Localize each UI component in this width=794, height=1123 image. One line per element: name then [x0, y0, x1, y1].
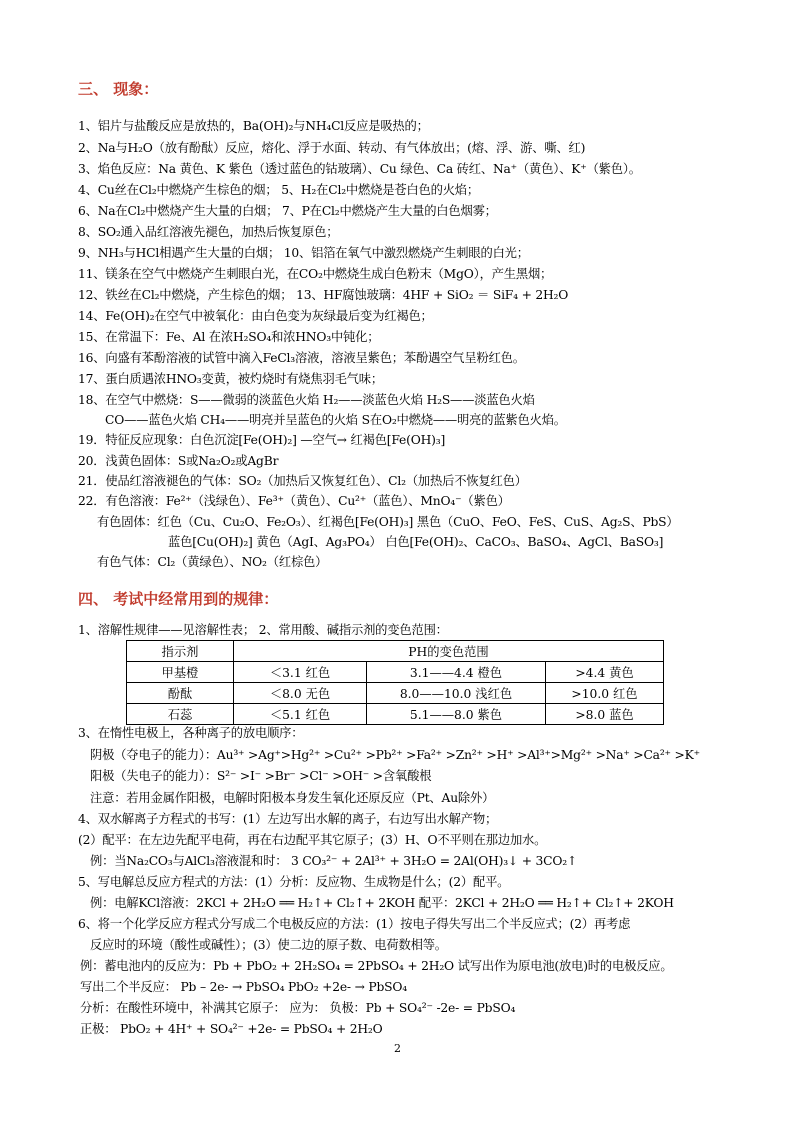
table-cell: ＜8.0 无色	[234, 683, 367, 704]
phenomenon-line-5: 6、Na在Cl₂中燃烧产生大量的白烟； 7、P在Cl₂中燃烧产生大量的白色烟雾；	[78, 204, 497, 218]
phenomenon-line-11: 15、在常温下：Fe、Al 在浓H₂SO₄和浓HNO₃中钝化；	[78, 330, 380, 344]
rule-line-10: 6、将一个化学反应方程式分写成二个电极反应的方法：(1）按电子得失写出二个半反应式；(2）再考虑	[78, 917, 631, 931]
section-3-heading: 三、 现象：	[78, 80, 159, 98]
table-header-cell: PH的变色范围	[234, 641, 664, 662]
rule-line-15: 正极： PbO₂ + 4H⁺ + SO₄²⁻ +2e- = PbSO₄ + 2H₂O	[80, 1022, 383, 1036]
rule-line-2: 阴极（夺电子的能力）：Au³⁺ >Ag⁺>Hg²⁺ >Cu²⁺ >Pb²⁺ >Fa²⁺ >Zn²⁺ >H⁺ >Al³⁺>Mg²⁺ >Na⁺ >Ca²⁺ >K⁺	[90, 748, 700, 762]
rule-line-14: 分析：在酸性环境中，补满其它原子： 应为： 负极：Pb + SO₄²⁻ -2e- = PbSO₄	[80, 1001, 516, 1015]
rule-line-11: 反应时的环境（酸性或碱性）；(3）使二边的原子数、电荷数相等。	[90, 938, 447, 952]
phenomenon-line-14: 18、在空气中燃烧：S——微弱的淡蓝色火焰 H₂——淡蓝色火焰 H₂S——淡蓝色火焰	[78, 393, 535, 407]
table-cell: 甲基橙	[127, 662, 234, 683]
table-row	[127, 683, 664, 704]
section-4-heading: 四、 考试中经常用到的规律：	[78, 590, 279, 608]
phenomenon-line-22: 有色气体：Cl₂（黄绿色）、NO₂（红棕色）	[97, 555, 328, 569]
rule-line-12: 例：蓄电池内的反应为：Pb + PbO₂ + 2H₂SO₄ = 2PbSO₄ + 2H₂O 试写出作为原电池(放电)时的电极反应。	[80, 959, 673, 973]
table-cell: 石蕊	[127, 704, 234, 725]
rule-line-5: 4、双水解离子方程式的书写：(1）左边写出水解的离子，右边写出水解产物；	[78, 812, 498, 826]
rule-line-4: 注意：若用金属作阳极，电解时阳极本身发生氧化还原反应（Pt、Au除外）	[90, 791, 495, 805]
table-cell: 8.0——10.0 浅红色	[367, 683, 546, 704]
rule-line-9: 例：电解KCl溶液：2KCl + 2H₂O ══ H₂↑+ Cl₂↑+ 2KOH 配平：2KCl + 2H₂O ══ H₂↑+ Cl₂↑+ 2KOH	[90, 896, 674, 910]
phenomenon-line-1: 1、铝片与盐酸反应是放热的，Ba(OH)₂与NH₄Cl反应是吸热的；	[78, 119, 429, 133]
page-number: 2	[394, 1042, 401, 1055]
table-row	[127, 704, 664, 725]
phenomenon-line-9: 12、铁丝在Cl₂中燃烧，产生棕色的烟； 13、HF腐蚀玻璃：4HF + SiO₂ ＝ SiF₄ + 2H₂O	[78, 288, 569, 302]
table-cell: 3.1——4.4 橙色	[367, 662, 546, 683]
phenomenon-line-4: 4、Cu丝在Cl₂中燃烧产生棕色的烟； 5、H₂在Cl₂中燃烧是苍白色的火焰；	[78, 183, 480, 197]
table-cell: ＜5.1 红色	[234, 704, 367, 725]
table-cell: ＜3.1 红色	[234, 662, 367, 683]
phenomenon-line-3: 3、焰色反应：Na 黄色、K 紫色（透过蓝色的钴玻璃）、Cu 绿色、Ca 砖红、Na⁺（黄色）、K⁺（紫色）。	[78, 162, 641, 176]
phenomenon-line-15: CO——蓝色火焰 CH₄——明亮并呈蓝色的火焰 S在O₂中燃烧——明亮的蓝紫色火焰。	[105, 413, 566, 427]
rule-line-6: (2）配平：在左边先配平电荷，再在右边配平其它原子；(3）H、O不平则在那边加水。	[78, 833, 547, 847]
phenomenon-line-20: 有色固体：红色（Cu、Cu₂O、Fe₂O₃）、红褐色[Fe(OH)₃] 黑色（CuO、FeO、FeS、CuS、Ag₂S、PbS）	[97, 515, 679, 529]
rules-intro-line: 1、溶解性规律——见溶解性表； 2、常用酸、碱指示剂的变色范围：	[78, 623, 448, 637]
phenomenon-line-21: 蓝色[Cu(OH)₂] 黄色（AgI、Ag₃PO₄） 白色[Fe(OH)₂、CaCO₃、BaSO₄、AgCl、BaSO₃]	[168, 535, 664, 549]
phenomenon-line-7: 9、NH₃与HCl相遇产生大量的白烟； 10、铝箔在氧气中激烈燃烧产生刺眼的白光；	[78, 246, 529, 260]
table-cell: 酚酞	[127, 683, 234, 704]
phenomenon-line-18: 21．使品红溶液褪色的气体：SO₂（加热后又恢复红色）、Cl₂（加热后不恢复红色）	[78, 474, 527, 488]
indicator-table	[126, 640, 664, 725]
phenomenon-line-2: 2、Na与H₂O（放有酚酞）反应，熔化、浮于水面、转动、有气体放出；(熔、浮、游、嘶、红)	[78, 141, 586, 155]
table-row	[127, 662, 664, 683]
table-header-cell: 指示剂	[127, 641, 234, 662]
table-cell: 5.1——8.0 紫色	[367, 704, 546, 725]
phenomenon-line-16: 19．特征反应现象：白色沉淀[Fe(OH)₂] —空气→ 红褐色[Fe(OH)₃]	[78, 433, 446, 447]
phenomenon-line-13: 17、蛋白质遇浓HNO₃变黄，被灼烧时有烧焦羽毛气味；	[78, 372, 383, 386]
table-header-row	[127, 641, 664, 662]
table-cell: >10.0 红色	[546, 683, 664, 704]
phenomenon-line-8: 11、镁条在空气中燃烧产生刺眼白光，在CO₂中燃烧生成白色粉末（MgO），产生黑烟；	[78, 267, 553, 281]
phenomenon-line-6: 8、SO₂通入品红溶液先褪色，加热后恢复原色；	[78, 225, 339, 239]
rule-line-13: 写出二个半反应： Pb – 2e- → PbSO₄ PbO₂ +2e- → PbSO₄	[80, 980, 407, 994]
rule-line-7: 例：当Na₂CO₃与AlCl₃溶液混和时： 3 CO₃²⁻ + 2Al³⁺ + 3H₂O = 2Al(OH)₃↓ + 3CO₂↑	[90, 854, 578, 868]
phenomenon-line-17: 20．浅黄色固体：S或Na₂O₂或AgBr	[78, 454, 279, 468]
table-cell: >8.0 蓝色	[546, 704, 664, 725]
rule-line-1: 3、在惰性电极上，各种离子的放电顺序：	[78, 726, 304, 740]
rule-line-8: 5、写电解总反应方程式的方法：(1）分析：反应物、生成物是什么；(2）配平。	[78, 875, 510, 889]
table-cell: >4.4 黄色	[546, 662, 664, 683]
phenomenon-line-12: 16、向盛有苯酚溶液的试管中滴入FeCl₃溶液，溶液呈紫色；苯酚遇空气呈粉红色。	[78, 351, 525, 365]
rule-line-3: 阳极（失电子的能力）：S²⁻ >I⁻ >Br⁻ >Cl⁻ >OH⁻ >含氧酸根	[90, 769, 432, 783]
phenomenon-line-10: 14、Fe(OH)₂在空气中被氧化：由白色变为灰绿最后变为红褐色；	[78, 309, 433, 323]
phenomenon-line-19: 22．有色溶液：Fe²⁺（浅绿色）、Fe³⁺（黄色）、Cu²⁺（蓝色）、MnO₄⁻（紫色）	[78, 494, 510, 508]
